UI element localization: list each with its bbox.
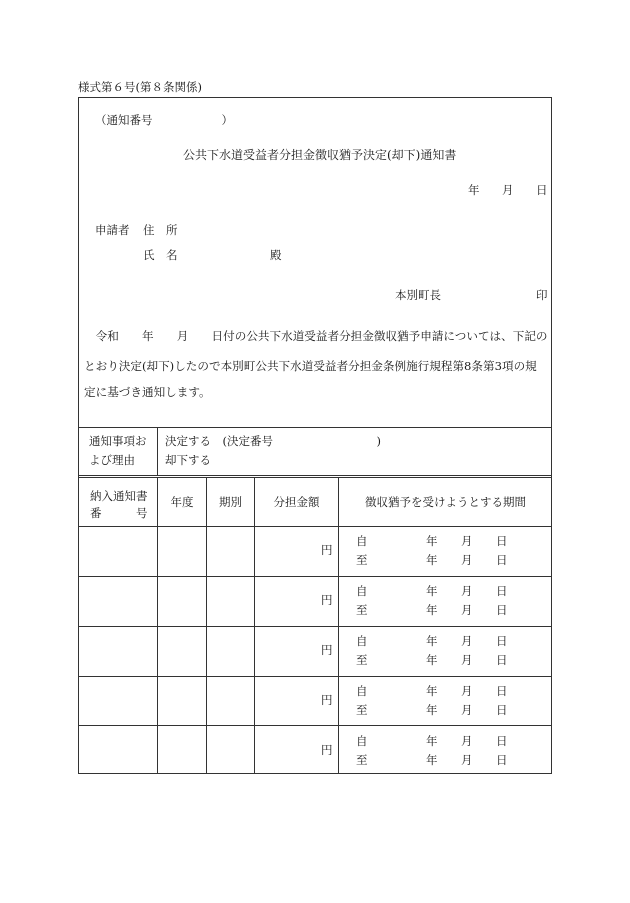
row-2-from: 自 <box>356 584 368 598</box>
row-1-to-month: 月 <box>461 553 473 567</box>
row-2-to: 至 <box>356 603 368 617</box>
date-day: 日 <box>536 183 548 197</box>
row-1-to: 至 <box>356 553 368 567</box>
decision-label-line2: よび理由 <box>89 453 135 467</box>
header-notice-no-line1: 納入通知書 <box>90 489 148 503</box>
header-installment: 期別 <box>219 495 242 509</box>
row-5-from-year: 年 <box>426 734 438 748</box>
divider-table-top-1 <box>78 475 552 476</box>
row-3-yen: 円 <box>321 643 333 657</box>
row-3-from-year: 年 <box>426 634 438 648</box>
issuer-title: 本別町長 <box>395 288 441 302</box>
applicant-name-label: 氏 名 <box>143 248 178 262</box>
date-month: 月 <box>502 183 514 197</box>
row-5-to-year: 年 <box>426 753 438 767</box>
row-2-from-day: 日 <box>496 584 508 598</box>
header-amount: 分担金額 <box>273 495 320 509</box>
applicant-address-label: 住 所 <box>143 223 178 237</box>
row-divider-1 <box>78 576 552 577</box>
row-2-yen: 円 <box>321 593 333 607</box>
document-title: 公共下水道受益者分担金徴収猶予決定(却下)通知書 <box>183 148 457 162</box>
row-5-from: 自 <box>356 734 368 748</box>
decision-option-approve: 決定する (決定番号 ) <box>165 434 381 448</box>
row-2-to-day: 日 <box>496 603 508 617</box>
row-1-to-year: 年 <box>426 553 438 567</box>
decision-option-reject: 却下する <box>165 453 211 467</box>
row-1-yen: 円 <box>321 543 333 557</box>
row-1-from-month: 月 <box>461 534 473 548</box>
divider-decision-top <box>78 427 552 428</box>
notice-number: （通知番号 ） <box>95 113 233 127</box>
row-3-to-year: 年 <box>426 653 438 667</box>
row-4-yen: 円 <box>321 693 333 707</box>
row-5-to-month: 月 <box>461 753 473 767</box>
body-line-2: とおり決定(却下)したので本別町公共下水道受益者分担金条例施行規程第8条第3項の規 <box>84 359 537 373</box>
row-3-from-day: 日 <box>496 634 508 648</box>
row-4-from-month: 月 <box>461 684 473 698</box>
row-4-to: 至 <box>356 703 368 717</box>
row-5-yen: 円 <box>321 743 333 757</box>
row-3-to: 至 <box>356 653 368 667</box>
row-3-to-day: 日 <box>496 653 508 667</box>
row-5-to: 至 <box>356 753 368 767</box>
row-3-from-month: 月 <box>461 634 473 648</box>
row-4-to-year: 年 <box>426 703 438 717</box>
row-3-from: 自 <box>356 634 368 648</box>
decision-label-line1: 通知事項お <box>89 434 147 448</box>
row-5-from-month: 月 <box>461 734 473 748</box>
row-4-from: 自 <box>356 684 368 698</box>
row-5-from-day: 日 <box>496 734 508 748</box>
row-4-to-day: 日 <box>496 703 508 717</box>
header-fiscal-year: 年度 <box>170 495 194 509</box>
row-2-to-year: 年 <box>426 603 438 617</box>
date-year: 年 <box>468 183 480 197</box>
body-line-1: 令和 年 月 日付の公共下水道受益者分担金徴収猶予申請については、下記の <box>84 329 548 343</box>
row-divider-3 <box>78 676 552 677</box>
row-divider-header <box>78 526 552 527</box>
row-1-from: 自 <box>356 534 368 548</box>
body-line-3: 定に基づき通知します。 <box>84 385 211 399</box>
header-notice-no-line2: 番 号 <box>90 506 148 520</box>
row-divider-4 <box>78 725 552 726</box>
row-1-from-year: 年 <box>426 534 438 548</box>
row-1-to-day: 日 <box>496 553 508 567</box>
row-1-from-day: 日 <box>496 534 508 548</box>
row-5-to-day: 日 <box>496 753 508 767</box>
row-3-to-month: 月 <box>461 653 473 667</box>
divider-table-top-2 <box>78 477 552 478</box>
form-label: 様式第６号(第８条関係) <box>78 80 202 94</box>
row-2-to-month: 月 <box>461 603 473 617</box>
seal-mark: 印 <box>536 288 548 302</box>
applicant-label: 申請者 <box>95 223 130 237</box>
honorific: 殿 <box>270 248 282 262</box>
row-2-from-year: 年 <box>426 584 438 598</box>
row-4-from-year: 年 <box>426 684 438 698</box>
row-2-from-month: 月 <box>461 584 473 598</box>
row-4-from-day: 日 <box>496 684 508 698</box>
row-4-to-month: 月 <box>461 703 473 717</box>
divider-decision-vertical <box>157 427 158 475</box>
row-divider-2 <box>78 626 552 627</box>
header-period: 徴収猶予を受けようとする期間 <box>365 495 526 509</box>
